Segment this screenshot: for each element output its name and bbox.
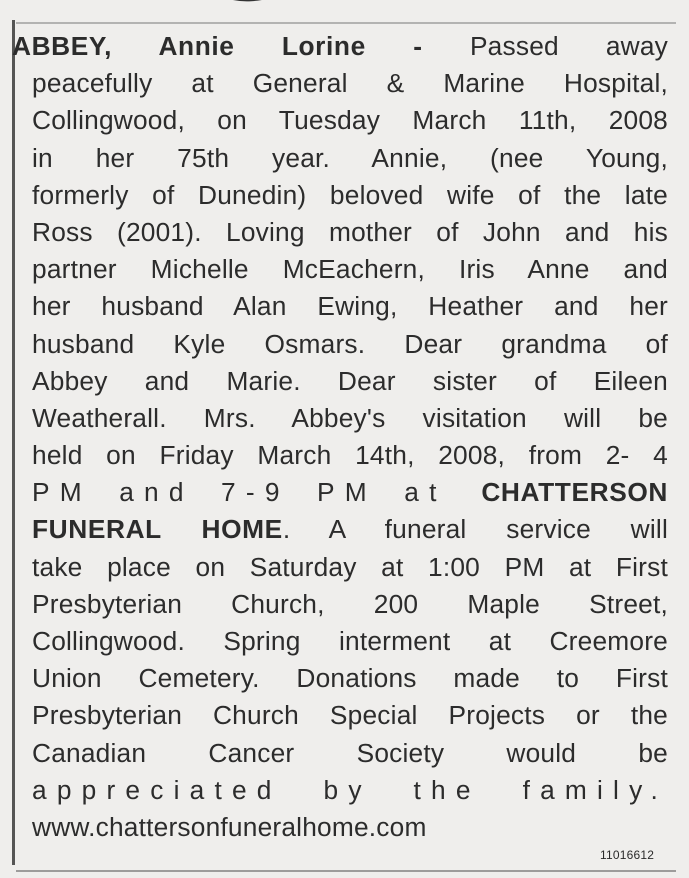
obituary-line: Abbey and Marie. Dear sister of Eileen: [32, 365, 668, 396]
obituary-line: Collingwood. Spring interment at Creemore: [32, 626, 668, 656]
obituary-line: Canadian Cancer Society would be: [32, 737, 668, 768]
obituary-line: her husband Alan Ewing, Heather and her: [32, 291, 668, 322]
obituary-line: in her 75th year. Annie, (nee Young,: [32, 142, 668, 173]
obituary-line: Ross (2001). Loving mother of John and his: [32, 216, 668, 247]
funeral-home-name: CHATTERSON: [481, 477, 668, 508]
obituary-line: Weatherall. Mrs. Abbey's visitation will be: [32, 402, 668, 433]
decorative-flourish-icon: [210, 0, 300, 12]
funeral-home-name-cont: FUNERAL HOME: [32, 514, 283, 545]
obituary-line: FUNERAL HOME. A funeral service will: [32, 514, 668, 545]
bottom-rule: [16, 870, 676, 872]
left-border-rule: [12, 20, 15, 865]
obituary-line: ABBEY, Annie Lorine - Passed away: [12, 31, 669, 61]
obituary-line: Union Cemetery. Donations made to First: [32, 663, 668, 694]
obituary-line: PM and 7-9 PM at CHATTERSON: [32, 477, 668, 508]
obituary-line: held on Friday March 14th, 2008, from 2- 4: [32, 440, 668, 471]
obituary-line: Collingwood, on Tuesday March 11th, 2008: [32, 105, 668, 136]
name-dash: -: [365, 31, 470, 61]
top-rule: [16, 22, 676, 24]
obituary-line: Presbyterian Church, 200 Maple Street,: [32, 588, 668, 619]
obituary-line: formerly of Dunedin) beloved wife of the late: [32, 179, 668, 210]
obituary-line: Presbyterian Church Special Projects or the: [32, 700, 668, 731]
obituary-line: husband Kyle Osmars. Dear grandma of: [32, 328, 668, 359]
obituary-line: peacefully at General & Marine Hospital,: [32, 68, 668, 99]
obituary-text: [12, 28, 669, 846]
deceased-name: ABBEY, Annie Lorine: [12, 31, 366, 61]
obituary-line: take place on Saturday at 1:00 PM at First: [32, 551, 668, 582]
obituary-line: partner Michelle McEachern, Iris Anne and: [32, 254, 668, 285]
ad-reference-number: 11016612: [600, 848, 655, 862]
website-url: www.chattersonfuneralhome.com: [32, 811, 427, 842]
obituary-line: appreciated by the family.: [32, 774, 668, 805]
